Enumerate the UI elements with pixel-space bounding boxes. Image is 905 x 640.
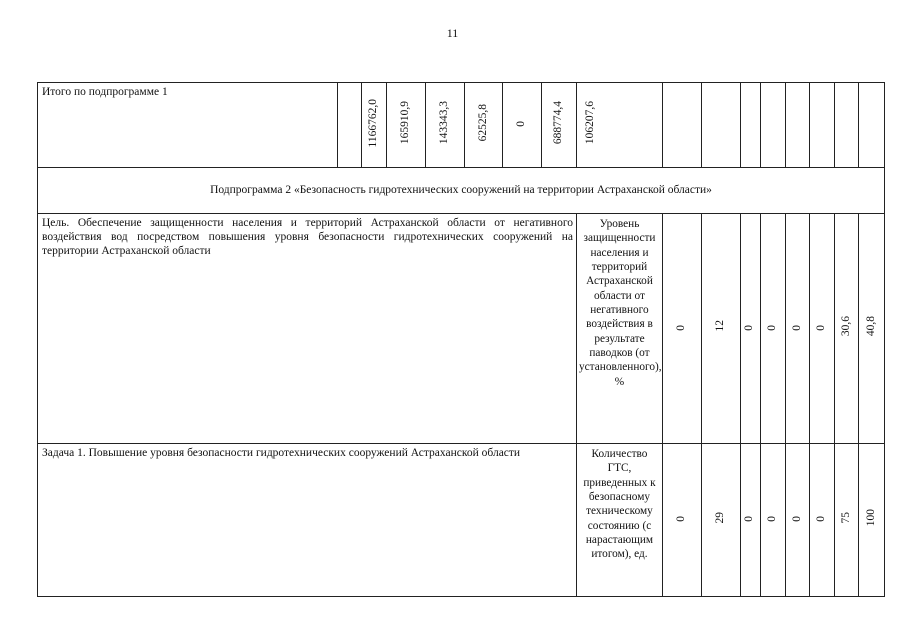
task-value-cell [761, 444, 786, 597]
task-value-cell [834, 444, 859, 597]
summary-row [38, 83, 885, 168]
goal-value: 0 [743, 324, 756, 331]
summary-value: 1166762,0 [367, 98, 380, 147]
goal-value-cell [810, 214, 835, 444]
task-value-cell [701, 444, 740, 597]
goal-value-cell [859, 214, 885, 444]
goal-value-cell [785, 214, 810, 444]
task-value: 29 [713, 511, 726, 524]
summary-value-cell [464, 83, 503, 168]
summary-value-cell [386, 83, 425, 168]
summary-value-cell [542, 83, 577, 168]
task-value: 75 [839, 511, 852, 524]
goal-row [38, 214, 885, 444]
summary-value: 62525,8 [476, 104, 489, 142]
goal-value-cell [662, 214, 701, 444]
task-value-cell [740, 444, 760, 597]
goal-value-cell [761, 214, 786, 444]
summary-value: 0 [515, 121, 528, 128]
task-value: 100 [864, 509, 877, 527]
summary-value-cell [362, 83, 387, 168]
task-value-cell [785, 444, 810, 597]
summary-value-cell [425, 83, 464, 168]
goal-value-cell [834, 214, 859, 444]
goal-value: 0 [815, 324, 828, 331]
task-value: 0 [765, 516, 778, 523]
task-value: 0 [790, 516, 803, 523]
summary-row-label: Итого по подпрограмме 1 [38, 83, 338, 168]
goal-value: 40,8 [864, 316, 877, 337]
goal-label: Цель. Обеспечение защищенности населения и территорий Астраханской области от негативного воздействия вод посредством повышения уровня безопасности гидротехнических сооружений на территории Астраханской области [38, 214, 577, 444]
summary-value: 106207,6 [584, 101, 597, 145]
task-value: 0 [743, 516, 756, 523]
subprogram-heading-row [38, 168, 885, 214]
summary-value: 165910,9 [398, 101, 411, 145]
goal-value-cell [701, 214, 740, 444]
task-label: Задача 1. Повышение уровня безопасности гидротехнических сооружений Астраханской области [38, 444, 577, 597]
subprogram-heading: Подпрограмма 2 «Безопасность гидротехнических сооружений на территории Астраханской области» [38, 168, 885, 214]
goal-value: 30,6 [839, 316, 852, 337]
goal-indicator: Уровень защищенности населения и территорий Астраханской области от негативного воздействия в результате паводков (от установленного), % [577, 214, 663, 444]
page-number: 11 [446, 26, 459, 40]
program-table [37, 82, 885, 597]
goal-value: 0 [674, 324, 687, 331]
summary-value-cell [503, 83, 542, 168]
goal-value-cell [740, 214, 760, 444]
task-value-cell [810, 444, 835, 597]
task-indicator: Количество ГТС, приведенных к безопасному техническому состоянию (с нарастающим итогом), ед. [577, 444, 663, 597]
task-value-cell [662, 444, 701, 597]
goal-value: 0 [790, 324, 803, 331]
task-value-cell [859, 444, 885, 597]
goal-value: 0 [765, 324, 778, 331]
summary-last-value-cell [577, 83, 663, 168]
task-row [38, 444, 885, 597]
task-value: 0 [674, 516, 687, 523]
task-value: 0 [815, 516, 828, 523]
goal-value: 12 [713, 320, 726, 332]
summary-value: 688774,4 [552, 101, 565, 145]
summary-value: 143343,3 [437, 101, 450, 145]
